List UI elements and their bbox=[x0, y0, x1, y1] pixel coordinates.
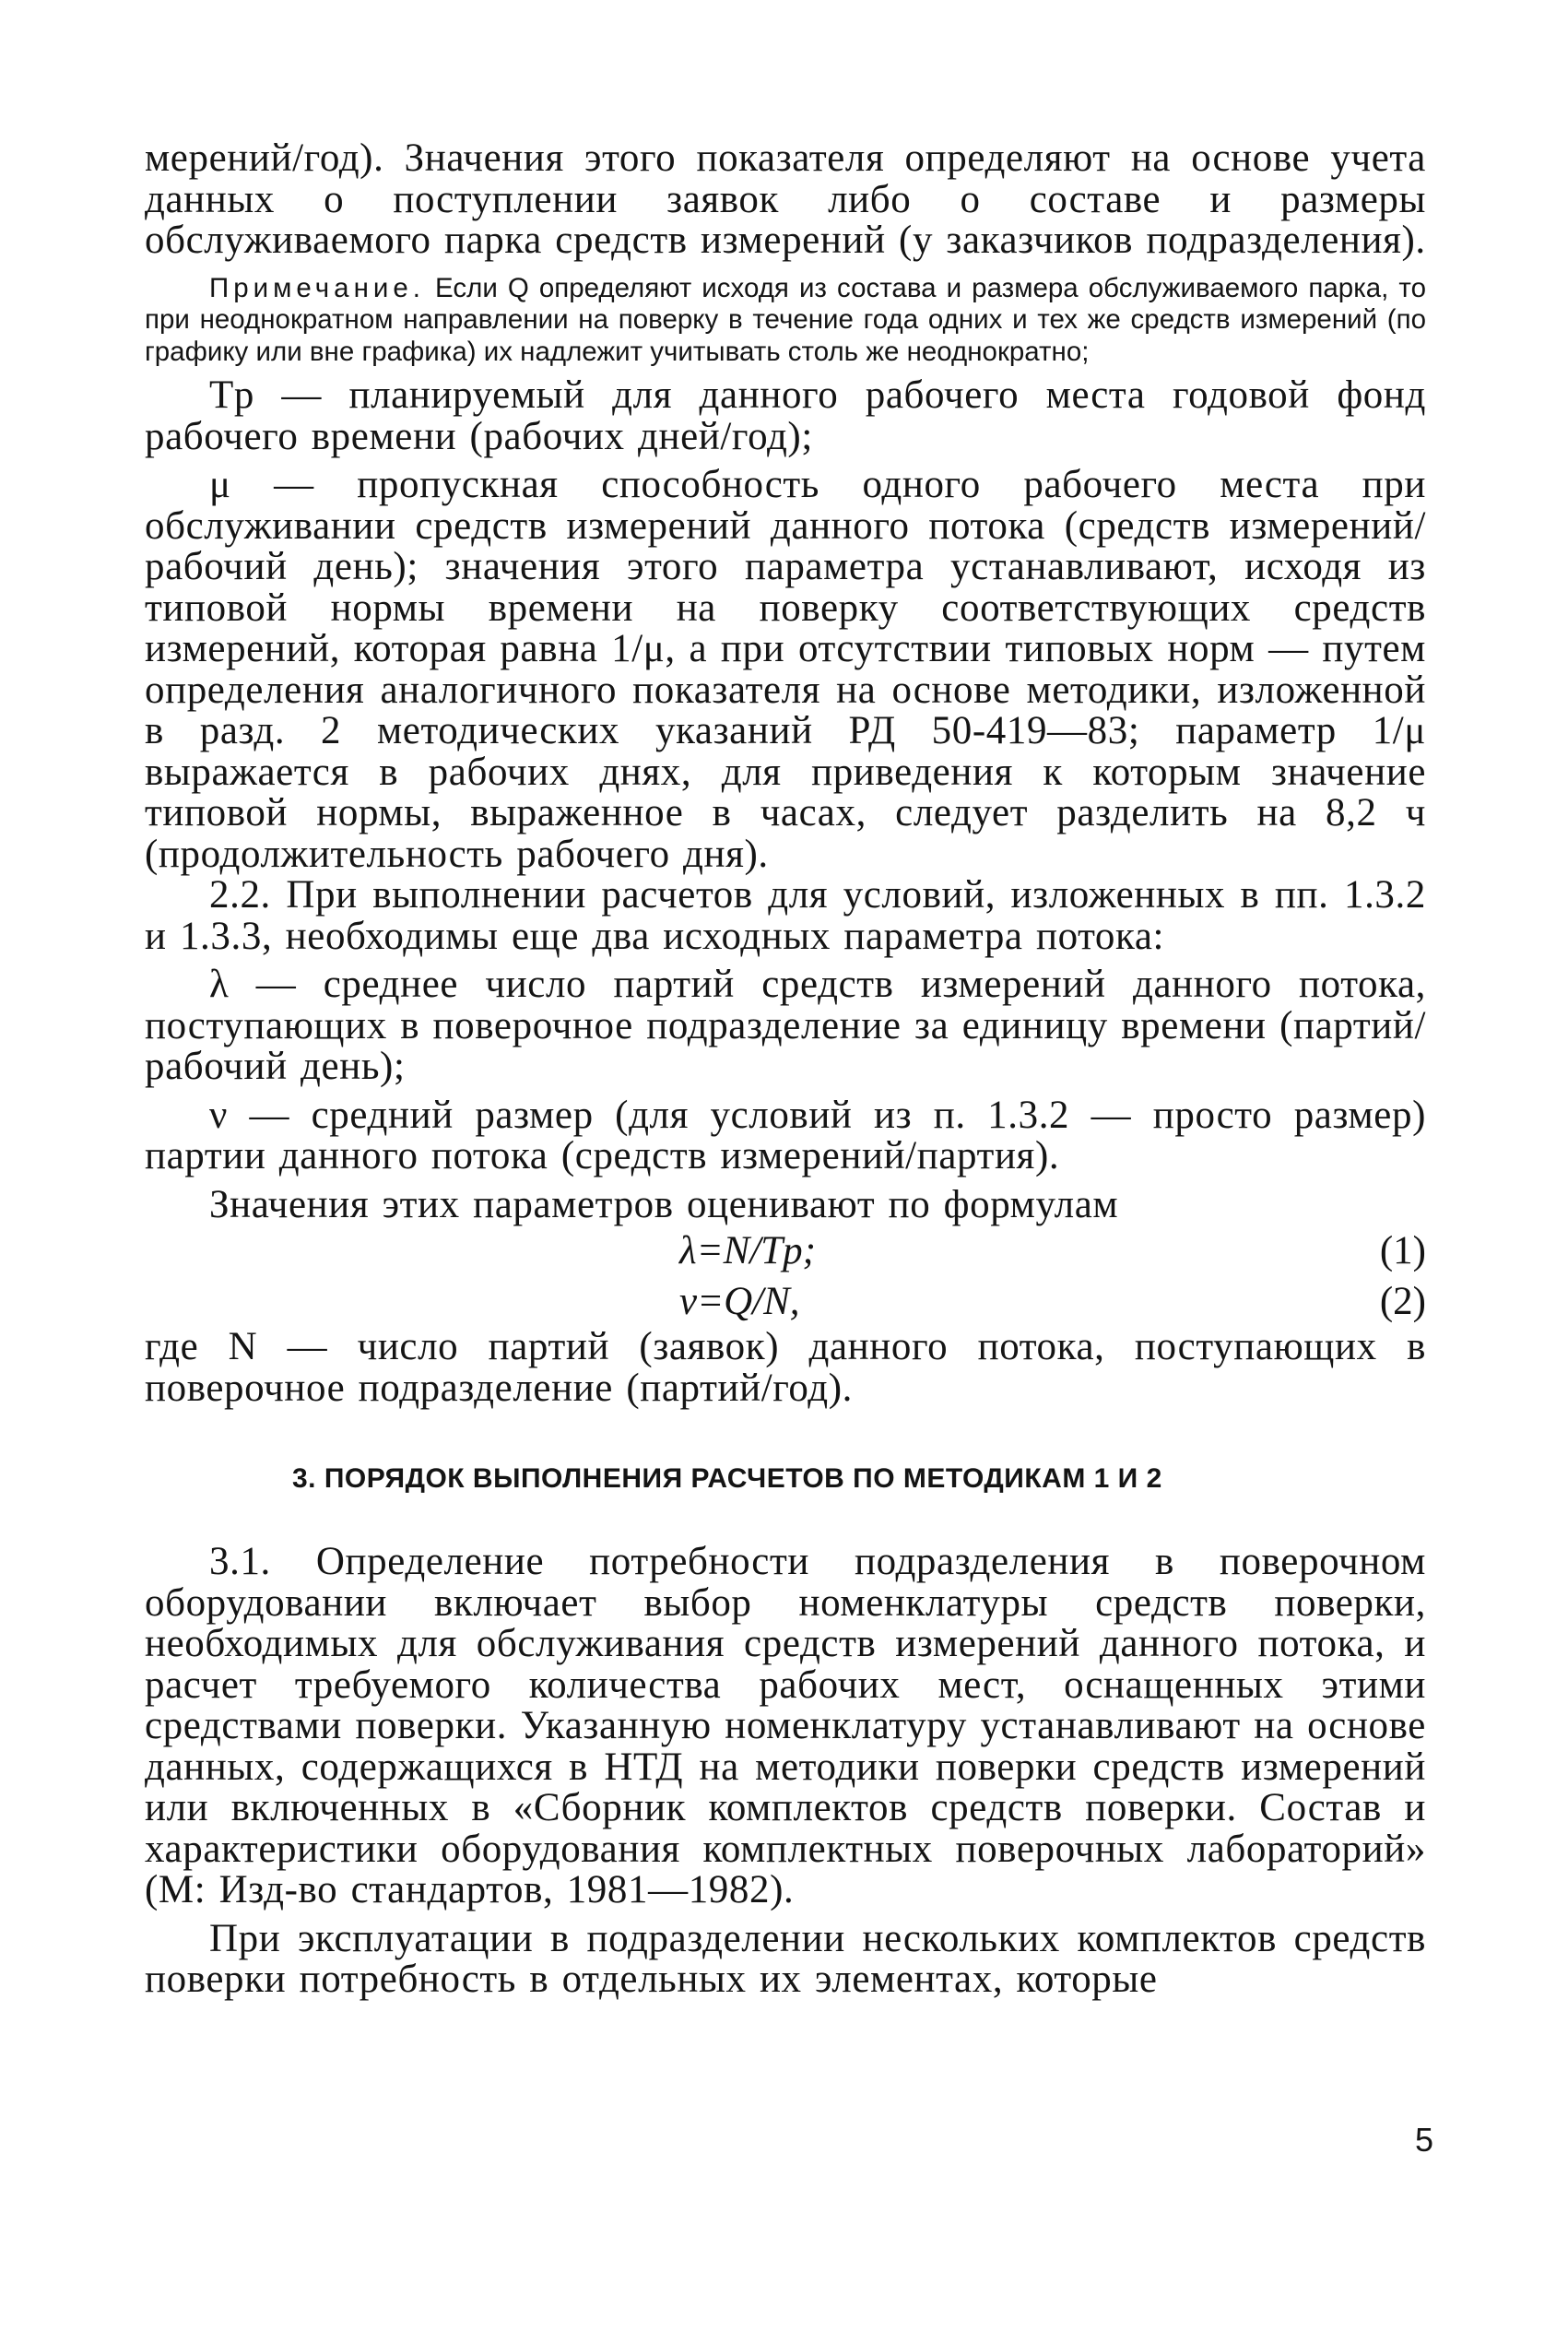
formula-1 bbox=[145, 1225, 1426, 1276]
formula-2-number: (2) bbox=[1379, 1280, 1426, 1323]
note-label: Примечание. bbox=[209, 272, 425, 303]
paragraph-intro: мерений/год). Значения этого показателя определяют на основе учета данных о поступлении заявок либо о составе и размеры обслуживаемого парка средств измерений (у заказчиков подразделения). bbox=[145, 136, 1426, 262]
paragraph-last: При эксплуатации в подразделении нескольких комплектов средств поверки потребность в отдельных их элементах, которые bbox=[145, 1916, 1426, 2001]
formula-1-number: (1) bbox=[1379, 1229, 1426, 1272]
paragraph-tp-definition: Tр — планируемый для данного рабочего места годовой фонд рабочего времени (рабочих дней/год); bbox=[145, 373, 1426, 458]
paragraph-where-n: где N — число партий (заявок) данного потока, поступающих в поверочное подразделение (партий/год). bbox=[145, 1325, 1426, 1410]
paragraph-3-1: 3.1. Определение потребности подразделения в поверочном оборудовании включает выбор номенклатуры средств поверки, необходимых для обслуживания средств измерений данного потока, и расчет требуемого количества рабочих мест, оснащенных этими средствами поверки. Указанную номенклатуру устанавливают на основе данных, содержащихся в НТД на методики поверки средств измерений или включенных в «Сборник комплектов средств поверки. Состав и характеристики оборудования комплектных поверочных лабораторий» (М: Изд-во стандартов, 1981—1982). bbox=[145, 1540, 1426, 1911]
paragraph-nu-definition: ν — средний размер (для условий из п. 1.3.2 — просто размер) партии данного потока (средств измерений/партия). bbox=[145, 1093, 1426, 1177]
paragraph-mu-definition: μ — пропускная способность одного рабочего места при обслуживании средств измерений данного потока (средств измерений/рабочий день); значения этого параметра устанавливают, исходя из типовой нормы времени на поверку соответствующих средств измерений, которая равна 1/μ, а при отсутствии типовых норм — путем определения аналогичного показателя на основе методики, изложенной в разд. 2 методических указаний РД 50-419—83; параметр 1/μ выражается в рабочих днях, для приведения к которым значение типовой нормы, выраженное в часах, следует разделить на 8,2 ч (продолжительность рабочего дня). bbox=[145, 463, 1426, 876]
note-text: Если Q определяют исходя из состава и размера обслуживаемого парка, то при неоднократном направлении на поверку в течение года одних и тех же средств измерений (по графику или вне графика) их надлежит учитывать столь же неоднократно; bbox=[145, 272, 1426, 367]
paragraph-lambda-definition: λ — среднее число партий средств измерений данного потока, поступающих в поверочное подразделение за единицу времени (партий/рабочий день); bbox=[145, 963, 1426, 1088]
page-body bbox=[145, 138, 1426, 2001]
formula-1-expression: λ=N/Tр; bbox=[679, 1229, 817, 1272]
note-paragraph bbox=[145, 273, 1426, 369]
formula-2 bbox=[145, 1276, 1426, 1327]
page-number: 5 bbox=[1414, 2121, 1433, 2159]
paragraph-2-2: 2.2. При выполнении расчетов для условий, изложенных в пп. 1.3.2 и 1.3.3, необходимы еще два исходных параметра потока: bbox=[145, 873, 1426, 958]
section-heading: 3. ПОРЯДОК ВЫПОЛНЕНИЯ РАСЧЕТОВ ПО МЕТОДИКАМ 1 И 2 bbox=[292, 1463, 1162, 1494]
formula-2-expression: ν=Q/N, bbox=[679, 1280, 800, 1323]
paragraph-formulas-intro: Значения этих параметров оценивают по формулам bbox=[209, 1182, 1119, 1226]
